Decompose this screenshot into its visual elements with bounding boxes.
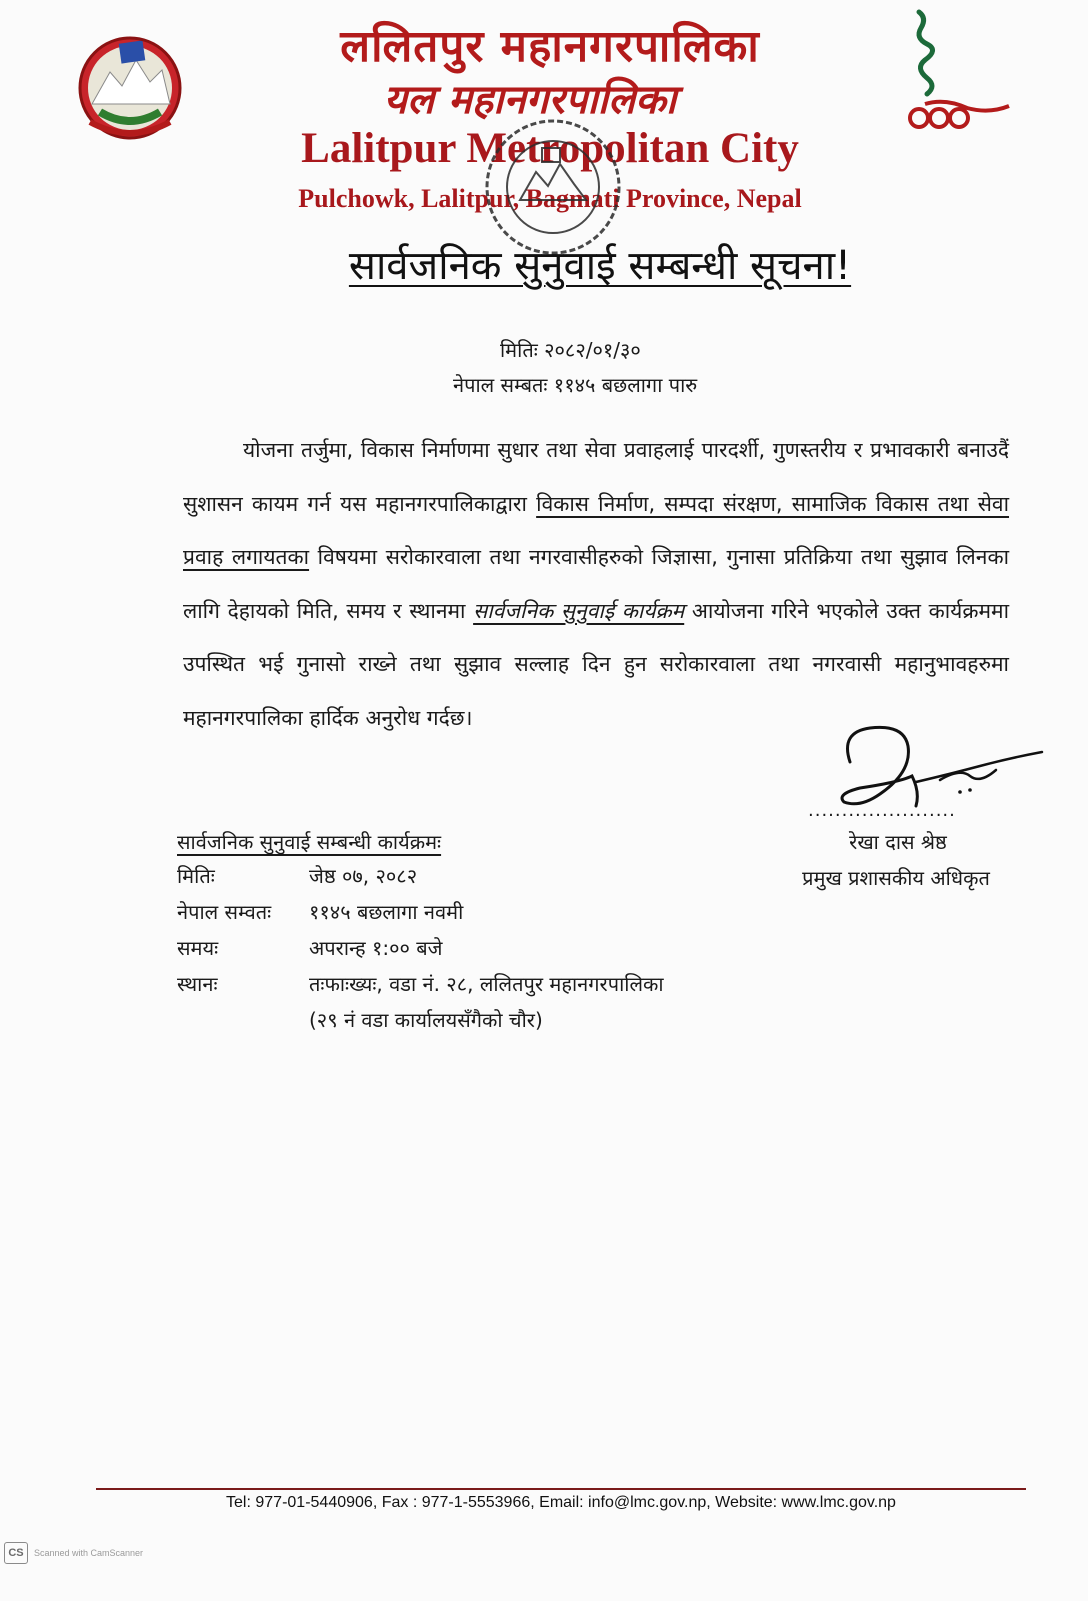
footer-divider [96, 1488, 1026, 1490]
signature-line: ...................... [808, 800, 956, 821]
camscanner-icon: CS [4, 1542, 28, 1564]
signer-title: प्रमुख प्रशासकीय अधिकृत [802, 866, 990, 890]
program-row-value: जेष्ठ ०७, २०८२ [309, 864, 418, 888]
scanner-text: Scanned with CamScanner [34, 1548, 144, 1558]
letterhead-name-nepal-bhasa: यल महानगरपालिका [383, 77, 677, 123]
program-row-label: समयः [177, 936, 219, 960]
letterhead-address: Pulchowk, Lalitpur, Bagmati Province, Nepal [298, 184, 802, 213]
signer-name: रेखा दास श्रेष्ठ [849, 830, 947, 854]
notice-body [183, 424, 1009, 745]
scanner-watermark [4, 1542, 143, 1564]
program-row-label: नेपाल सम्वतः [177, 900, 272, 924]
notice-date: मितिः २०८२/०१/३० [500, 338, 641, 362]
lmc-logo-icon [905, 8, 1025, 136]
footer-contact: Tel: 977-01-5440906, Fax : 977-1-5553966, Email: info@lmc.gov.np, Website: www.lmc.gov.np [226, 1494, 896, 1511]
program-row-value: तःफाःख्यः, वडा नं. २८, ललितपुर महानगरपालिका [309, 972, 664, 996]
body-part-2: विषयमा सरोकारवाला तथा नगरवासीहरुको जिज्ञासा, गुनासा प्रतिक्रिया तथा सुझाव लिनका लागि देहायको मिति, समय र स्थानमा [183, 545, 1010, 623]
nepal-government-emblem-icon [70, 26, 190, 146]
body-part-3: आयोजना गरिने भएकोले उक्त कार्यक्रममा उपस्थित भई गुनासो राख्ने तथा सुझाव सल्लाह दिन हुन सरोकारवाला तथा नगरवासी महानुभावहरुमा महानगरपालिका हार्दिक अनुरोध गर्दछ। [183, 598, 1010, 730]
program-row-label: स्थानः [177, 972, 218, 996]
notice-title [280, 236, 920, 291]
notice-title-text: सार्वजनिक सुनुवाई सम्बन्धी सूचना! [348, 243, 852, 289]
letterhead-name-english: Lalitpur Metropolitan City [301, 125, 799, 172]
body-underlined-topics: विकास निर्माण, सम्पदा संरक्षण, सामाजिक विकास तथा सेवा प्रवाह लगायतका [183, 491, 1010, 569]
program-row-value: ११४५ बछलागा नवमी [309, 900, 464, 924]
body-part-1: योजना तर्जुमा, विकास निर्माणमा सुधार तथा सेवा प्रवाहलाई पारदर्शी, गुणस्तरीय र प्रभावकारी बनाउदैं सुशासन कायम गर्न यस महानगरपालिकाद्वारा [183, 438, 1009, 516]
body-underlined-program: सार्वजनिक सुनुवाई कार्यक्रम [473, 598, 685, 623]
program-row-label: मितिः [177, 864, 215, 888]
program-row-value: (२९ नं वडा कार्यालयसँगैको चौर) [309, 1008, 543, 1032]
notice-nepal-sambat: नेपाल सम्बतः ११४५ बछलागा पारु [453, 373, 698, 397]
program-heading: सार्वजनिक सुनुवाई सम्बन्धी कार्यक्रमः [177, 830, 442, 854]
letterhead-name-nepali: ललितपुर महानगरपालिका [340, 21, 760, 72]
program-row-value: अपरान्ह १:०० बजे [309, 936, 443, 960]
